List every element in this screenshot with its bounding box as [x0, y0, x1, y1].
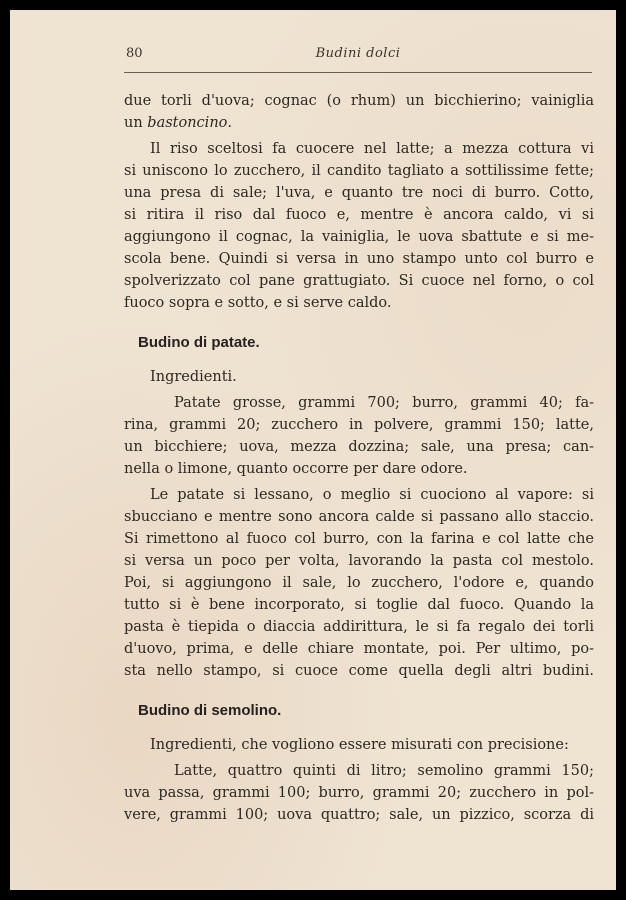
text-line: aggiungono il cognac, la vainiglia, le uova sbattute e si me-	[124, 229, 594, 245]
paragraph-riso	[124, 138, 594, 314]
italic-word: bastoncino	[147, 115, 228, 131]
page-body	[124, 90, 594, 826]
ingredients-patate	[124, 392, 594, 480]
text-line: fuoco sopra e sotto, e si serve caldo.	[124, 295, 392, 311]
running-title: Budini dolci	[315, 46, 401, 61]
text-fragment: un	[124, 115, 148, 131]
text-line: Si rimettono al fuoco col burro, con la farina e col latte che	[124, 531, 594, 547]
method-patate	[124, 484, 594, 682]
text-line: una presa di sale; l'uva, e quanto tre noci di burro. Cotto,	[124, 185, 594, 201]
text-line: uva passa, grammi 100; burro, grammi 20; zucchero in pol-	[124, 785, 594, 801]
text-line: Le patate si lessano, o meglio si cuociono al vapore: si	[150, 487, 594, 503]
spacer	[124, 354, 594, 366]
text-line: nella o limone, quanto occorre per dare odore.	[124, 461, 468, 477]
text-line: spolverizzato col pane grattugiato. Si cuoce nel forno, o col	[124, 273, 594, 289]
text-line: Patate grosse, grammi 700; burro, grammi 40; fa-	[174, 395, 594, 411]
text-line: sbucciano e mentre sono ancora calde si passano allo staccio.	[124, 509, 594, 525]
text-line: si ritira il riso dal fuoco e, mentre è ancora caldo, vi si	[124, 207, 594, 223]
text-fragment: .	[227, 115, 232, 131]
section-heading-patate: Budino di patate.	[138, 334, 260, 351]
text-line: vere, grammi 100; uova quattro; sale, un pizzico, scorza di	[124, 807, 594, 823]
text-line: Poi, si aggiungono il sale, lo zucchero, l'odore e, quando	[124, 575, 594, 591]
text-line: Il riso sceltosi fa cuocere nel latte; a mezza cottura vi	[150, 141, 594, 157]
text-line: tutto si è bene incorporato, si toglie dal fuoco. Quando la	[124, 597, 594, 613]
book-page	[10, 10, 616, 890]
section-heading-semolino: Budino di semolino.	[138, 702, 282, 719]
page-header	[124, 46, 592, 73]
text-line	[124, 112, 594, 134]
text-line: d'uovo, prima, e delle chiare montate, poi. Per ultimo, po-	[124, 641, 594, 657]
text-line: due torli d'uova; cognac (o rhum) un bicchierino; vainiglia	[124, 93, 594, 109]
text-line: sta nello stampo, si cuoce come quella degli altri budini.	[124, 663, 594, 679]
text-line: scola bene. Quindi si versa in uno stampo unto col burro e	[124, 251, 594, 267]
ingredients-label: Ingredienti, che vogliono essere misurati con precisione:	[150, 737, 569, 753]
spacer	[124, 314, 594, 332]
text-line: un bicchiere; uova, mezza dozzina; sale, una presa; can-	[124, 439, 594, 455]
spacer	[124, 682, 594, 700]
ingredients-semolino	[124, 760, 594, 826]
text-line: rina, grammi 20; zucchero in polvere, grammi 150; latte,	[124, 417, 594, 433]
text-line: si versa un poco per volta, lavorando la pasta col mestolo.	[124, 553, 594, 569]
spacer	[124, 722, 594, 734]
text-line: pasta è tiepida o diaccia addirittura, le si fa regalo dei torli	[124, 619, 594, 635]
ingredients-label: Ingredienti.	[150, 369, 237, 385]
page-number: 80	[126, 46, 143, 61]
text-line: Latte, quattro quinti di litro; semolino grammi 150;	[174, 763, 594, 779]
text-line: si uniscono lo zucchero, il candito tagliato a sottilissime fette;	[124, 163, 594, 179]
